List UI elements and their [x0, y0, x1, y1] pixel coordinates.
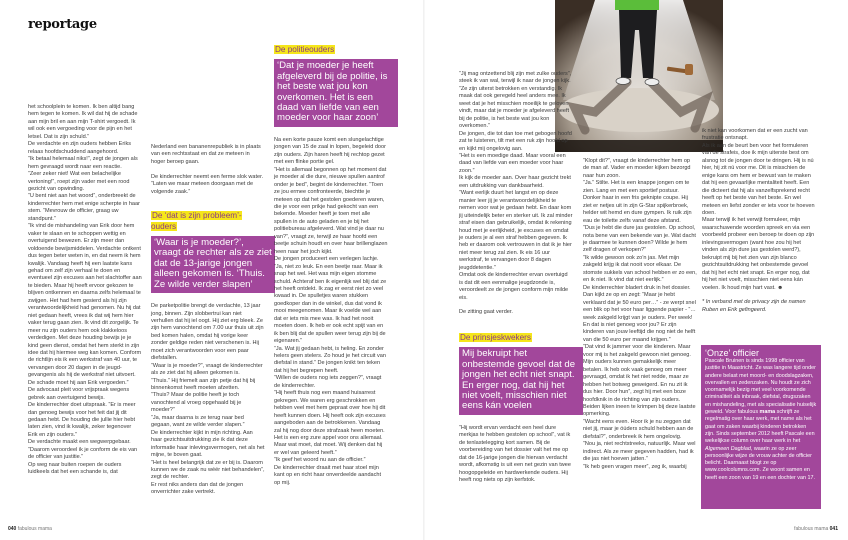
body-paragraph: Op weg naar buiten roepen de ouders luidkeels dat het een schande is, dat: [28, 461, 122, 476]
body-paragraph: “Hij heeft thuis nog een maand huisarrest gekregen. We waren erg geschrokken en hebben veel met hem gepraat over hoe hij dit heeft kunnen doen. Hij heeft ook zijn excuses aangeboden aan de betrokkenen. Vandaag zal hij nog door deze strafzaak heen moeten. Het is een erg zure appel voor ons allemaal. Maar wat moet, dat moet. Wij denken dat hij er wel van geleerd heeft.”: [274, 390, 386, 456]
body-paragraph: “Wacht eens even. Hoor ik je nu zeggen dat niet jij, maar je óúders schuld hebben aan de diefstal?”, onderbreek ik hem ongelovig.: [583, 418, 694, 440]
body-paragraph: De advocaat pleit voor vrijspraak wegens gebrek aan overtuigend bewijs.: [28, 387, 130, 401]
body-paragraph: “Thuis.” Hij friemelt aan zijn petje dat hij bij binnenkomst heeft moeten afzetten.: [151, 377, 256, 392]
pull-quote: Mij bekruipt het onbestemde gevoel dat de jongen het echt niet snapt. En erger nog, dat hij het niet voelt, misschien niet eens kán voelen: [459, 347, 583, 414]
info-text: Pascale Bruinen is sinds 1998 officier van justitie in Maastricht. Ze was langere tijd onder andere belast met moord- en doodslagzaken, overvallen en zedenzaken. Nu houdt ze zich voornamelijk bezig met veel voorkomende criminaliteit als inbraak, diefstal, drugszaken en mishandeling, met als specialisatie huiselijk geweld. Voor fabulous: [705, 358, 817, 416]
page-footer-left: [8, 526, 52, 532]
pull-quote: ‘Waar is je moeder?’, vraagt de rechter als ze ziet dat de 13-jarige jongen alleen gekomen is. ‘Thuis. Ze wilde verder slapen’: [151, 236, 275, 293]
body-paragraph: “Het is allemaal begonnen op het moment dat je moeder al die dure, nieuwe spullen aantrof onder je bed”, begint de kinderrechter. “Toen ze jou ermee confronteerde, biechtte je meteen op dat het gestolen goederen waren, die je voor een prikje had gekocht van een bekende. Moeder heeft je toen met alle spullen in de auto geladen en je bij het politiebureau afgeleverd. Wat vind je daar nu van?”, vraagt ze, terwijl ze haar hoofd een beetje schuin houdt en over haar brillenglazen heen naar het joch kijkt.: [274, 166, 388, 255]
body-paragraph: De jongen, die tot dan toe met gebogen hoofd zat te luisteren, tilt met een ruk zijn hoofd op en kijkt mij ongelovig aan.: [459, 130, 572, 152]
paragraph-group: [151, 174, 265, 196]
paragraph-group: [274, 137, 388, 487]
body-paragraph: “Ja. Wat jij gedaan hebt, is heling. En zonder helers geen stelers. Zo houd je het circuit van diefstal in stand.” De jongen knikt ten teken dat hij het begrepen heeft.: [274, 345, 386, 374]
section-label: reportage: [28, 17, 97, 32]
subheading: De ‘dat is zijn probleem’-ouders: [151, 211, 242, 231]
body-paragraph: De verdachte en zijn ouders hebben Eriks relaas hoofdschuddend aangehoord.: [28, 141, 131, 155]
article-column-5: [583, 158, 697, 471]
body-paragraph: “Klopt dit?”, vraagt de kinderrechter hem op de man af. Vader en moeder kijken bezorgd naar hun zoon.: [583, 158, 691, 179]
body-paragraph: “Jij mag ontzettend blij zijn met zulke ouders”, steek ik van wal, terwijl ik naar de jongen kijk. “Ze zijn uiterst betrokken en verstandig. Ik maak dat ook geregeld heel anders mee. Ik weet dat je het misschien moeilijk te geloven vindt, maar dat je moeder je afgeleverd heeft bij de politie, is het beste wat jou kon overkomen.”: [459, 71, 572, 130]
body-paragraph: “Thuis? Maar de politie heeft je toch vanochtend al vroeg opgehaald bij je moeder?”: [151, 392, 242, 414]
info-box-title: ‘Onze’ officier: [705, 348, 760, 358]
body-paragraph: Nederland een bananenrepubliek is in plaats van een rechtsstaat en dat ze meteen in hoger beroep gaan.: [151, 144, 261, 165]
body-paragraph: De kinderrechter neemt een ferme slok water. “Laten we maar meteen doorgaan met de volgende zaak.”: [151, 173, 264, 195]
photo-bottom-shade: [555, 140, 723, 152]
info-box-text: [705, 358, 817, 482]
subheading-wrap: [459, 333, 573, 343]
body-paragraph: De kinderrechter doet uitspraak. “Er is meer dan genoeg bewijs voor het feit dat jij dit gedaan hebt. De houding die jullie hier hebt laten zien, vind ik kwalijk, zeker tegenover Erik en zijn ouders.”: [28, 402, 136, 438]
pull-quote: ‘Dat je moeder je heeft afgeleverd bij de politie, is het beste wat jou kon overkomen. Het is een daad van liefde van een moeder voor haar zoon’: [274, 59, 398, 126]
page-number: 040: [8, 526, 17, 532]
body-paragraph: “Ik vind de mishandeling van Erik door hem vaker te slaan en te schoppen wettig en overtuigend bewezen. Er zijn meer dan voldoende bewijsmiddelen. Verdachte ontkent dus tegen beter weten in, en dat neem ik hem kwalijk. Vandaag heeft hij een laatste kans gehad om zelf zijn verhaal te doen en eventueel zijn excuses aan het slachtoffer aan te bieden. Maar hij heeft ervoor gekozen te blijven ontkennen en daarna zelfs helemaal te zwijgen. Het had hem gesierd als hij zijn verantwoordelijkheid had genomen. Nu hij dat niet gedaan heeft, vrees ik dat wij hem hier vaker terug gaan zien. Ik vind dit zorgelijk. Te meer nu zijn ouders hem ook klakkeloos verdedigen. Met deze houding bewijs je je kind geen dienst, omdat het hem sterkt in zijn idee dat hij hiermee weg kan komen. Conform de richtlijn eis ik een werkstraf van 40 uur, te vervangen door 20 dagen in de jeugdgevangenis als hij de werkstraf niet uitvoert. De schade moet hij aan Erik vergoeden.”: [28, 223, 142, 386]
paragraph-group: [459, 425, 573, 485]
right-shoe: [645, 79, 659, 86]
paragraph-group: [28, 104, 142, 477]
body-paragraph: “Nou ja, niet rechtstreeks, natuurlijk. Maar wel indirect. Als ze meer gegeven hadden, had ik die jas niet hoeven jatten.”: [583, 441, 696, 463]
page-number: 041: [829, 526, 838, 532]
page-gutter: [423, 0, 425, 540]
body-paragraph: het schoolplein te komen. Ik ben altijd bang hem tegen te komen. Ik wil dat hij de schade aan mijn bril en aan mijn T-shirt vergoedt. Ik wil ook een vergoeding voor de pijn en het letsel. Dat is zijn schuld.”: [28, 104, 138, 140]
magazine-name: fabulous mama: [17, 526, 52, 532]
page-footer-right: [794, 526, 838, 532]
body-paragraph: “Want eerlijk duurt het langst en op deze manier leer jij je verantwoordelijkheid te nemen voor wat je gedaan hebt. En daar kom jij uiteindelijk beter en sterker uit. Ik zal minder straf eisen dan gebruikelijk, omdat ik rekening houd met je eerlijkheid, je excuses en omdat je ouders je al een straf hebben gegeven. Ik heb er daarom ook vertrouwen in dat ik je hier niet meer terug zal zien. Ik eis 16 uur werkstraf, te vervangen door 8 dagen jeugddetentie.”: [459, 190, 573, 271]
illustration-boy-in-spotlight: [555, 0, 723, 152]
newspaper-name: Algemeen Dagblad: [705, 445, 751, 452]
body-paragraph: Ik kijk de moeder aan. Over haar gezicht trekt een uitdrukking van dankbaarheid.: [459, 175, 571, 189]
body-paragraph: “Het is een moedige daad. Maar vooral een daad van liefde van een moeder voor haar zoon.”: [459, 152, 566, 174]
article-column-4: [459, 71, 576, 484]
article-column-1: [28, 104, 142, 477]
body-paragraph: Maar terwijl ik het verwijt formuleer, mijn waarschuwende woorden spreek en via een voorbeeld probeer een beroep te doen op zijn inlevingsvermogen (want hoe zou hij het vinden als zijn dure jas gestolen werd?), bekruipt mij bij het zien van zijn blanco gezichtsuitdrukking het onbestemde gevoel dat hij het echt niet snapt. En erger nog, dat hij het niet voelt, misschien niet eens kán voelen. Ik houd mijn hart vast. ☻: [702, 217, 815, 291]
subheading-wrap: [151, 211, 263, 232]
subheading-wrap: [274, 45, 388, 55]
footnote: * In verband met de privacy zijn de namen Ruben en Erik gefingeerd.: [702, 299, 806, 313]
body-paragraph: “Ja.” Stilte. Het is een knappe jongen om te zien. Lang en met een sportief postuur. Donker haar in een fris geknipte coupe. Hij ziet er netjes uit in zijn G-Star spijkerbroek, helder wit hemd en dure gympen. Ik ruik zijn eau de toilette zelfs vanaf deze afstand.: [583, 180, 692, 224]
body-paragraph: “Ik geef het woord nu aan de officier.”: [274, 457, 366, 464]
body-paragraph: “Hij wordt ervan verdacht een heel dure merkjas te hebben gestolen op school”, vat ik de tenlastelegging kort samen. Bij de voorbereiding van het dossier valt het me op dat de 16-jarige jongen die hiervan verdacht wordt, afkomstig is uit een net gezin van twee hoogopgeleide en hardwerkende ouders. Hij heeft nog niets op zijn kerfstok.: [459, 424, 571, 483]
body-paragraph: Als ik aan de beurt ben voor het formuleren van de strafeis, doe ik mijn uiterste best om alsnog tot de jongen door te dringen. Hij is nú hier, hij zit nú voor me. Dit is misschien de enige kans om hem er bewust van te maken dat hij een gevaarlijke mentaliteit heeft. Een die dicteert dat hij als vanzelfsprekend recht heeft op het beste van het beste. En wel meteen en liefst zonder er iets voor te hoeven doen.: [702, 142, 815, 216]
author-info-box: [701, 345, 821, 509]
paragraph-group: [459, 309, 573, 316]
body-paragraph: “Zeer zeker niet! Wat een belachelijke vertoning!”, roept zijn vader met een rood gezicht van opwinding.: [28, 171, 130, 192]
paragraph-group: [583, 158, 697, 471]
subheading: De politieouders: [275, 45, 335, 54]
body-paragraph: De verdachte maakt een wegwerpgebaar.: [28, 439, 131, 446]
body-paragraph: Na een korte pauze komt een slungelachtige jongen van 15 de zaal in lopen, begeleid door zijn ouders. Zijn haren heeft hij rechtop gezet met een flinke portie gel.: [274, 136, 386, 166]
body-paragraph: De parketpolitie brengt de verdachte, 13 jaar jong, binnen. Zijn slobbertrui kan niet verhullen dat hij iel oogt. Hij ziet erg bleek. Ze zijn hem vanochtend om 7.00 uur thuis uit zijn bed komen halen, omdat hij vorige keer zonder geldige reden niet verschenen is. Hij moet zich verantwoorden voor een paar diefstallen.: [151, 303, 264, 362]
subheading: De prinsjeskwekers: [460, 332, 531, 342]
article-column-6: [702, 128, 816, 314]
body-paragraph: Er rest niks anders dan dat de jongen onverrichter zake vertrekt.: [151, 481, 244, 496]
paragraph-group: [151, 144, 265, 166]
body-paragraph: “Daarom veroordeel ik je conform de eis van de officier van justitie.”: [28, 446, 138, 461]
body-paragraph: “U bent niet aan het woord”, onderbreekt de kinderrechter hem met enige scherpte in haar stem. “Mevrouw de officier, graag uw standpunt.”: [28, 193, 140, 222]
paragraph-group: [151, 303, 265, 497]
body-paragraph: “Waar is je moeder?”, vraagt de kinderrechter als ze ziet dat hij alleen gekomen is.: [151, 362, 263, 377]
paragraph-group: [702, 128, 816, 292]
body-paragraph: Omdat ook de kinderrechter ervan overtuigd is dat dit een eenmalige jeugdzonde is, veroordeelt ze de jongen conform mijn milde eis.: [459, 272, 569, 301]
article-column-3: [274, 45, 388, 487]
brand-name: mama: [759, 409, 776, 416]
body-paragraph: “Het is heel belangrijk dat ze er bij is. Daarom kunnen we de zaak nu wéér niet behandelen”, zegt de rechter.: [151, 459, 265, 481]
body-paragraph: “Ik betaal helemaal niks!”, zegt de jongen als hem gevraagd wordt naar een reactie.: [28, 156, 138, 170]
article-column-2: [151, 144, 272, 497]
paragraph-group: [459, 71, 573, 302]
body-paragraph: De jongen produceert een verlegen lachje.: [274, 256, 379, 263]
body-paragraph: “Willen de ouders nog iets zeggen?”, vraagt de kinderrechter.: [274, 375, 382, 389]
body-paragraph: De zitting gaat verder.: [459, 309, 513, 316]
info-text: , waarin ze op zeer persoonlijke wijze de vrouw achter de officier belicht. Daarnaast blogt ze op www.coolcolumns.com. Ze woont samen en heeft een zoon van 19 en een dochter van 17.: [705, 445, 815, 481]
info-text: schrijft ze regelmatig over haar werk, met name als het gaat om zaken waarbij kinderen betrokken zijn. Sinds september 2012 heeft Pascale een wekelijkse column over haar werk in het: [705, 409, 815, 445]
body-paragraph: “Ja, niet zo leuk. En een beetje raar. Maar ik snap het wel. Het was mijn eigen stomme schuld. Achteraf ben ik eigenlijk wel blij dat ze het heeft ontdekt. Ik zag er eerst niet zo veel kwaad in. De spulletjes waren stukken goedkoper dan in de winkel, dus dat vond ik mooi meegenomen. Maar ik voelde wel aan dat er iets mis mee was. Ik had het nooit moeten doen. Ik heb er ook echt spijt van en ik ben blij dat de spullen weer terug zijn bij de eigenaren.”: [274, 263, 387, 345]
body-paragraph: De kinderrechter kijkt in mijn richting. Aan haar gezichtsuitdrukking zie ik dat deze informatie haar inlevingsvermogen, net als het mijne, te boven gaat.: [151, 429, 265, 459]
body-paragraph: De kinderrechter bladert druk in het dossier. Dan kijkt ze op en zegt: “Maar je hebt verklaard dat je 50 euro per…” - ze werpt snel een blik op het voor haar liggende papier - “…week zakgeld krijgt van je ouders. Per week! En dat is niet genoeg voor jou? Er zijn kinderen van jouw leeftijd die nog niet de helft van die 50 euro per maand krijgen.”: [583, 284, 696, 343]
left-shoe: [616, 78, 630, 85]
body-paragraph: De kinderrechter draait met haar stoel mijn kant op en richt haar onverdeelde aandacht op mij.: [274, 464, 382, 486]
body-paragraph: “Ik wilde gewoon ook zo’n jas. Met mijn zakgeld krijg ik dat nooit voor elkaar. De stomste sukkels van school hebben er zo een, en ik niet. Ik vind dat niet eerlijk.”: [583, 254, 697, 284]
green-sweater: [615, 0, 659, 10]
body-paragraph: ik niet kan voorkomen dat er een zucht van frustratie ontsnapt.: [702, 128, 808, 142]
body-paragraph: “Ja, maar daarna is ze terug naar bed gegaan, want ze wilde verder slapen.”: [151, 414, 245, 429]
magazine-name: fabulous mama: [794, 526, 829, 532]
body-paragraph: “Dus je hebt die dure jas gestolen. Op school, nota bene van een bekende van je. Wat dacht je daarmee te kunnen doen? Wilde je hem zelf dragen of verkopen?”: [583, 225, 696, 254]
body-paragraph: “Ik heb geen vragen meer”, zeg ik, waarbij: [583, 463, 687, 470]
gavel-head: [685, 64, 693, 75]
body-paragraph: “Dat vind ik jammer voor die kinderen. Maar voor mij is het zakgeld gewoon niet genoeg. Mijn ouders kunnen gemakkelijk meer betalen. Ik heb ook vaak genoeg om meer gevraagd, omdat ik het niet redde, maar ze hebben het botweg geweigerd. En nu zit ik dus hier. Door hun”, zegt hij met een boze hoofdknik in de richting van zijn ouders. Beiden lijken ineen te krimpen bij deze laatste opmerking.: [583, 344, 696, 418]
